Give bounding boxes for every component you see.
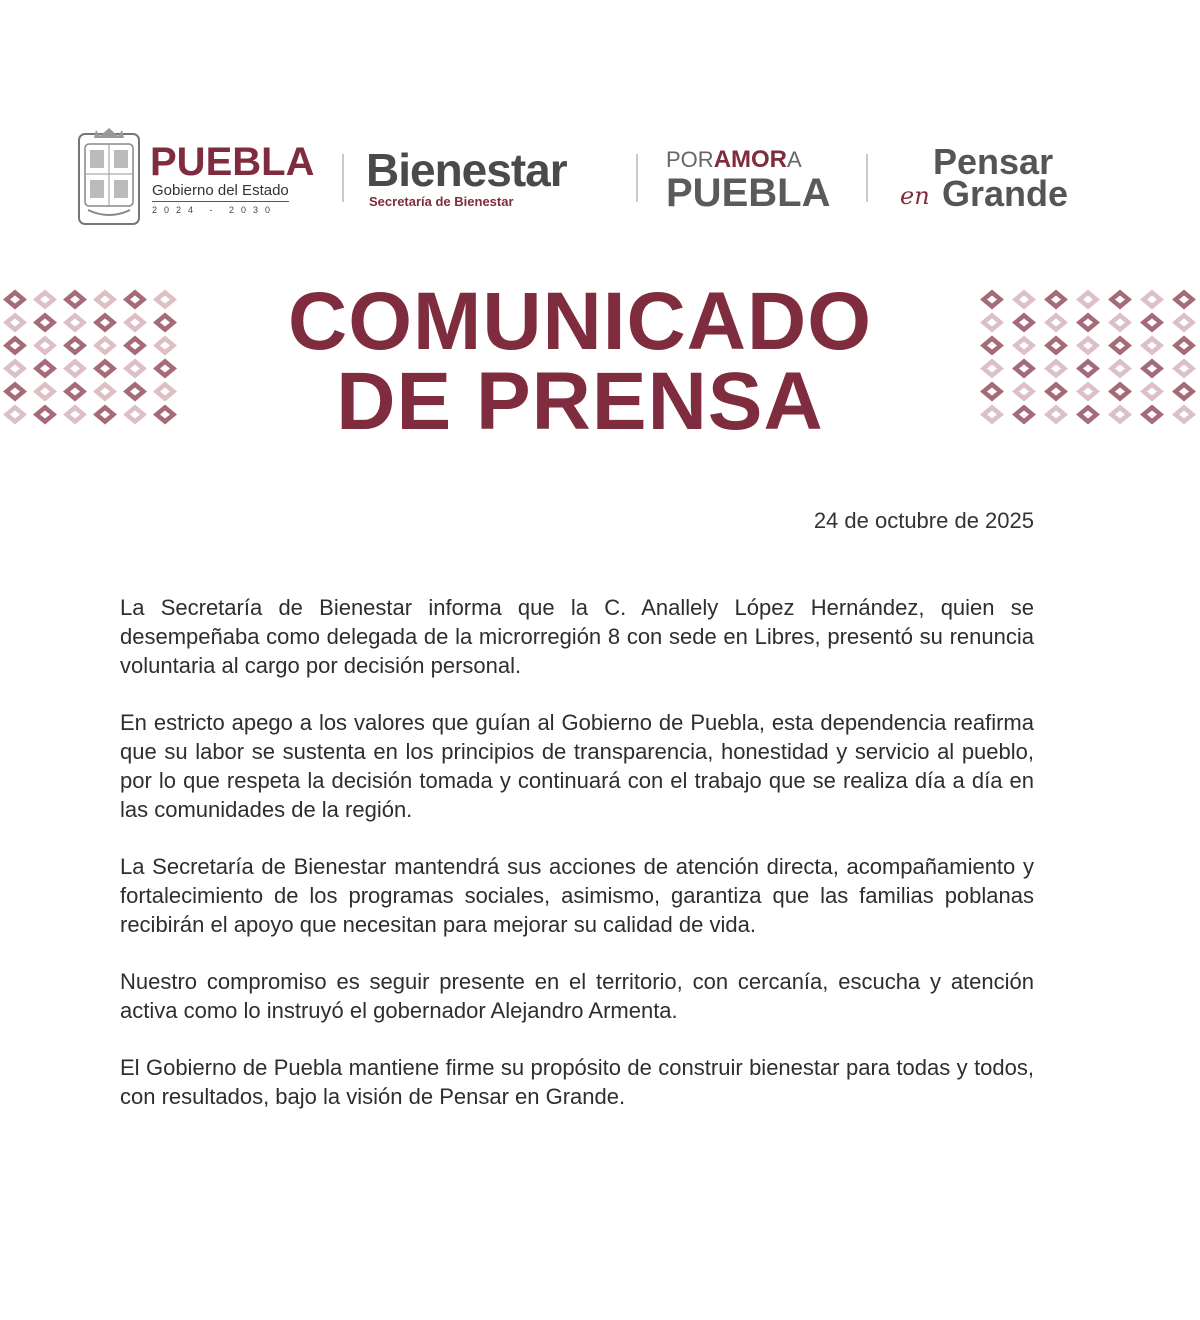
- pattern-motif: [123, 382, 147, 402]
- pattern-motif: [1044, 382, 1068, 402]
- pattern-motif: [63, 359, 87, 379]
- pattern-motif: [3, 359, 27, 379]
- por-amor-puebla-text: PUEBLA: [666, 171, 831, 215]
- pattern-motif: [63, 290, 87, 310]
- pattern-motif: [1012, 405, 1036, 425]
- pattern-motif: [1012, 359, 1036, 379]
- pattern-motif: [3, 290, 27, 310]
- pattern-motif: [1108, 290, 1132, 310]
- pattern-motif: [980, 336, 1004, 356]
- pattern-motif: [33, 313, 57, 333]
- pattern-motif: [3, 382, 27, 402]
- pattern-motif: [1012, 382, 1036, 402]
- pattern-motif: [1140, 405, 1164, 425]
- por-amor-a-puebla-logo: [666, 146, 846, 216]
- pattern-motif: [1172, 313, 1196, 333]
- pattern-motif: [153, 336, 177, 356]
- pattern-motif: [1044, 359, 1068, 379]
- puebla-logo-subtitle: Gobierno del Estado: [152, 182, 289, 202]
- pattern-motif: [1140, 313, 1164, 333]
- pattern-motif: [1076, 290, 1100, 310]
- pattern-motif: [93, 336, 117, 356]
- logo-divider: [342, 154, 344, 202]
- pattern-motif: [1044, 405, 1068, 425]
- paragraph-5: El Gobierno de Puebla mantiene firme su propósito de construir bienestar para todas y todos, con resultados, bajo la visión de Pensar en Grande.: [120, 1055, 1034, 1109]
- pattern-motif: [93, 313, 117, 333]
- pattern-motif: [33, 405, 57, 425]
- press-release-body: [120, 593, 1034, 1139]
- pattern-motif: [153, 313, 177, 333]
- amor-text: AMOR: [713, 146, 788, 173]
- logo-bar: [0, 118, 1200, 238]
- puebla-logo-name: PUEBLA: [150, 140, 315, 184]
- puebla-logo-years: 2024 - 2030: [152, 205, 278, 215]
- pattern-motif: [33, 290, 57, 310]
- bienestar-logo-subtitle: Secretaría de Bienestar: [369, 194, 514, 209]
- en-text: en: [900, 182, 930, 210]
- pattern-motif: [153, 359, 177, 379]
- pattern-motif: [123, 313, 147, 333]
- pattern-motif: [33, 359, 57, 379]
- pattern-motif: [93, 359, 117, 379]
- pattern-motif: [1076, 359, 1100, 379]
- pattern-motif: [1076, 382, 1100, 402]
- pattern-motif: [123, 405, 147, 425]
- pattern-motif: [980, 382, 1004, 402]
- pattern-motif: [33, 336, 57, 356]
- pattern-motif: [153, 290, 177, 310]
- pattern-motif: [1044, 336, 1068, 356]
- page-title: [200, 276, 960, 447]
- pattern-motif: [980, 359, 1004, 379]
- pattern-motif: [980, 313, 1004, 333]
- paragraph-4: Nuestro compromiso es seguir presente en el territorio, con cercanía, escucha y atención activa como lo instruyó el gobernador Alejandro Armenta.: [120, 969, 1034, 1023]
- pattern-motif: [1140, 359, 1164, 379]
- pattern-motif: [1012, 313, 1036, 333]
- pattern-motif: [1172, 290, 1196, 310]
- pattern-motif: [153, 405, 177, 425]
- pattern-motif: [1172, 382, 1196, 402]
- pattern-motif: [1044, 313, 1068, 333]
- pattern-motif: [93, 382, 117, 402]
- pattern-motif: [3, 405, 27, 425]
- title-line-1: COMUNICADO: [288, 276, 872, 367]
- pattern-motif: [153, 382, 177, 402]
- bienestar-logo: [366, 146, 616, 216]
- pattern-motif: [63, 405, 87, 425]
- pattern-motif: [1172, 405, 1196, 425]
- pattern-motif: [1140, 290, 1164, 310]
- por-text: POR: [666, 147, 714, 172]
- pattern-motif: [1108, 405, 1132, 425]
- pattern-motif: [63, 382, 87, 402]
- pattern-motif: [980, 405, 1004, 425]
- pattern-motif: [1012, 336, 1036, 356]
- pattern-motif: [1108, 336, 1132, 356]
- pattern-motif: [1044, 290, 1068, 310]
- pattern-motif: [1140, 336, 1164, 356]
- grande-text: Grande: [942, 173, 1069, 214]
- pattern-motif: [1108, 359, 1132, 379]
- pattern-motif: [3, 313, 27, 333]
- coat-of-arms-icon: [76, 126, 142, 228]
- logo-divider: [636, 154, 638, 202]
- pattern-motif: [33, 382, 57, 402]
- paragraph-2: En estricto apego a los valores que guían al Gobierno de Puebla, esta dependencia reafirma que su labor se sustenta en los principios de transparencia, honestidad y servicio al pueblo, por lo que respeta la decisión tomada y continuará con el trabajo que se realiza día a día en las comunidades de la región.: [120, 710, 1034, 822]
- puebla-gobierno-logo: [150, 142, 325, 222]
- pattern-motif: [1076, 405, 1100, 425]
- paragraph-3: La Secretaría de Bienestar mantendrá sus acciones de atención directa, acompañamiento y fortalecimiento de los programas sociales, asimismo, garantiza que las familias poblanas recibirán el apoyo que necesitan para mejorar su calidad de vida.: [120, 854, 1034, 937]
- pattern-motif: [123, 359, 147, 379]
- pattern-motif: [1012, 290, 1036, 310]
- pattern-motif: [980, 290, 1004, 310]
- pattern-motif: [3, 336, 27, 356]
- pattern-motif: [63, 313, 87, 333]
- paragraph-1: La Secretaría de Bienestar informa que la C. Anallely López Hernández, quien se desempeñaba como delegada de la microrregión 8 con sede en Libres, presentó su renuncia voluntaria al cargo por decisión personal.: [120, 595, 1034, 678]
- pattern-motif: [1076, 313, 1100, 333]
- bienestar-logo-name: Bienestar: [366, 144, 567, 196]
- decorative-pattern-left: [0, 288, 180, 428]
- pattern-motif: [123, 290, 147, 310]
- title-line-2: DE PRENSA: [336, 356, 824, 447]
- pattern-motif: [93, 290, 117, 310]
- pattern-motif: [1172, 359, 1196, 379]
- a-text: A: [787, 147, 802, 172]
- pattern-motif: [63, 336, 87, 356]
- pensar-text: Pensar: [933, 141, 1054, 182]
- pattern-motif: [1108, 382, 1132, 402]
- pensar-en-grande-logo: [900, 141, 1090, 224]
- pattern-motif: [123, 336, 147, 356]
- pattern-motif: [93, 405, 117, 425]
- por-amor-line: [666, 146, 846, 174]
- decorative-pattern-right: [976, 288, 1200, 428]
- pattern-motif: [1172, 336, 1196, 356]
- pattern-motif: [1140, 382, 1164, 402]
- press-release-date: 24 de octubre de 2025: [813, 508, 1034, 533]
- pattern-motif: [1108, 313, 1132, 333]
- pattern-motif: [1076, 336, 1100, 356]
- logo-divider: [866, 154, 868, 202]
